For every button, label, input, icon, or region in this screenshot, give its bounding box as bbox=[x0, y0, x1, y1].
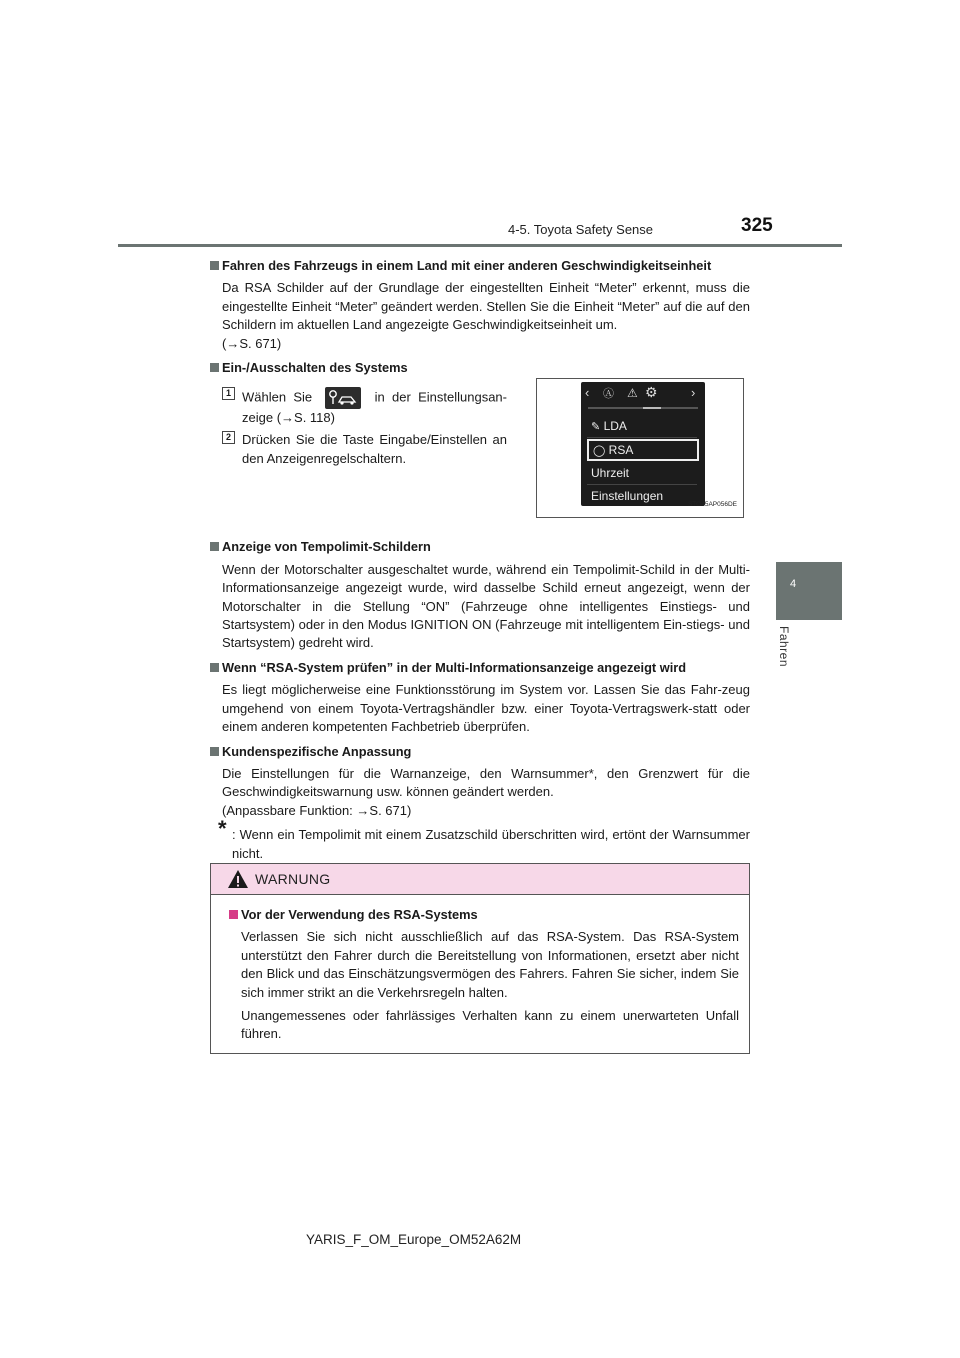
bullet-square-icon bbox=[229, 910, 238, 919]
menu-scroll-indicator bbox=[643, 407, 661, 409]
section-paragraph: Es liegt möglicherweise eine Funktionsstörung im System vor. Lassen Sie das Fahr-zeug umgehend von einem Toyota-Vertragshändler bzw. einer Toyota-Vertragswerk-statt oder einem anderen kompetenten Fachbetrieb überprüfen. bbox=[222, 682, 750, 735]
bullet-square-icon bbox=[210, 542, 219, 551]
section-heading: Wenn “RSA-System prüfen” in der Multi-Informationsanzeige angezeigt wird bbox=[210, 659, 750, 677]
section-title: 4-5. Toyota Safety Sense bbox=[508, 222, 654, 237]
warning-title: WARNUNG bbox=[255, 871, 331, 887]
section-heading: Ein-/Ausschalten des Systems bbox=[210, 359, 750, 377]
main-content bbox=[210, 257, 750, 863]
rsa-sign-icon: ◯ bbox=[593, 445, 606, 458]
header-divider bbox=[118, 244, 842, 247]
step-text: Wählen Sie in der Einstellungsan-zeige (→S. 118) bbox=[222, 387, 507, 427]
step-text: Drücken Sie die Taste Eingabe/Einstellen an den Anzeigenregelschaltern. bbox=[242, 432, 507, 466]
warning-paragraph: Unangemessenes oder fahrlässiges Verhalten kann zu einem unerwarteten Unfall führen. bbox=[241, 1008, 739, 1042]
bullet-square-icon bbox=[210, 363, 219, 372]
step-item bbox=[222, 387, 507, 427]
section-heading: Anzeige von Tempolimit-Schildern bbox=[210, 538, 750, 556]
warning-triangle-icon bbox=[227, 869, 249, 889]
step-number: 1 bbox=[222, 387, 235, 400]
bullet-square-icon bbox=[210, 261, 219, 270]
chapter-tab-label: Fahren bbox=[777, 626, 791, 668]
menu-divider bbox=[587, 437, 697, 438]
chapter-tab[interactable] bbox=[776, 562, 842, 620]
step-number: 2 bbox=[222, 431, 235, 444]
footnote-marker: * bbox=[218, 816, 227, 842]
figure-code: STO45AP056DE bbox=[687, 501, 737, 509]
chevron-right-icon: › bbox=[691, 385, 696, 401]
menu-item-clock[interactable]: Uhrzeit bbox=[591, 466, 630, 481]
page-number: 325 bbox=[741, 215, 773, 236]
section-paragraph: Wenn der Motorschalter ausgeschaltet wurde, während ein Tempolimit-Schild in der Multi-Informationsanzeige angezeigt wurde, wird dasselbe Schild erneut angezeigt, wenn der Motorschalter in die Stellung “ON” (Fahrzeuge ohne intelligentes Einstiegs- und Startsystem) oder in den Modus IGNITION ON (Fahrzeuge mit intelligentem Ein-stiegs- und Startsystem) gedreht wird. bbox=[222, 561, 750, 651]
footnote: * : Wenn ein Tempolimit mit einem Zusatzschild überschritten wird, ertönt der Warnsummer nicht. bbox=[218, 816, 750, 861]
bullet-square-icon bbox=[210, 663, 219, 672]
page-reference-link[interactable]: (Anpassbare Funktion: →S. 671) bbox=[222, 802, 412, 818]
warning-paragraph: Verlassen Sie sich nicht ausschließlich auf das RSA-System. Das RSA-System unterstützt den Fahrer durch die Bereitstellung von Informationen, ersetzt aber nicht den Blick und das Einschätzungsvermögen des Fahrers. Fahren Sie sicher, indem Sie sich immer strikt an die Verkehrsregeln halten. bbox=[241, 929, 739, 1000]
section-paragraph: Da RSA Schilder auf der Grundlage der eingestellten Einheit “Meter” erkennt, muss die eingestellte Einheit “Meter” geändert werden. Stellen Sie die Einheit “Meter” auf die auf den Schildern im aktuellen Land angezeigte Geschwindigkeitseinheit um. (→S. 671) bbox=[222, 280, 750, 351]
gear-icon: ⚙ bbox=[645, 384, 658, 401]
section-heading: Kundenspezifische Anpassung bbox=[210, 743, 750, 761]
chevron-left-icon: ‹ bbox=[585, 385, 590, 401]
rsa-sign-icon bbox=[325, 387, 361, 409]
warning-header bbox=[211, 864, 749, 895]
warning-box bbox=[210, 863, 750, 1054]
bullet-square-icon bbox=[210, 747, 219, 756]
page-reference-link[interactable]: (→S. 671) bbox=[222, 335, 282, 351]
chapter-tab-number: 4 bbox=[790, 578, 797, 590]
menu-item-settings[interactable]: Einstellungen bbox=[591, 489, 664, 504]
display-icon-row bbox=[581, 382, 705, 404]
multi-information-display bbox=[581, 382, 705, 506]
menu-item-rsa[interactable]: ◯ RSA bbox=[587, 439, 699, 461]
section-heading: Fahren des Fahrzeugs in einem Land mit einer anderen Geschwindigkeitseinheit bbox=[210, 257, 750, 275]
settings-screen-figure bbox=[536, 378, 744, 518]
steps-block bbox=[222, 381, 750, 531]
warning-icon: ⚠ bbox=[627, 386, 638, 401]
auto-icon: Ⓐ bbox=[603, 388, 614, 401]
step-item bbox=[222, 431, 507, 468]
document-code-footer: YARIS_F_OM_Europe_OM52A62M bbox=[306, 1232, 522, 1247]
warning-body bbox=[211, 895, 749, 1044]
warning-heading: Vor der Verwendung des RSA-Systems bbox=[229, 906, 739, 924]
menu-item-lda[interactable]: ✎ LDA bbox=[591, 419, 627, 434]
lda-icon: ✎ bbox=[591, 421, 601, 434]
section-paragraph: Die Einstellungen für die Warnanzeige, den Warnsummer*, den Grenzwert für die Geschwindigkeitswarnung usw. können geändert werden. (Anpassbare Funktion: →S. 671) bbox=[222, 765, 750, 818]
